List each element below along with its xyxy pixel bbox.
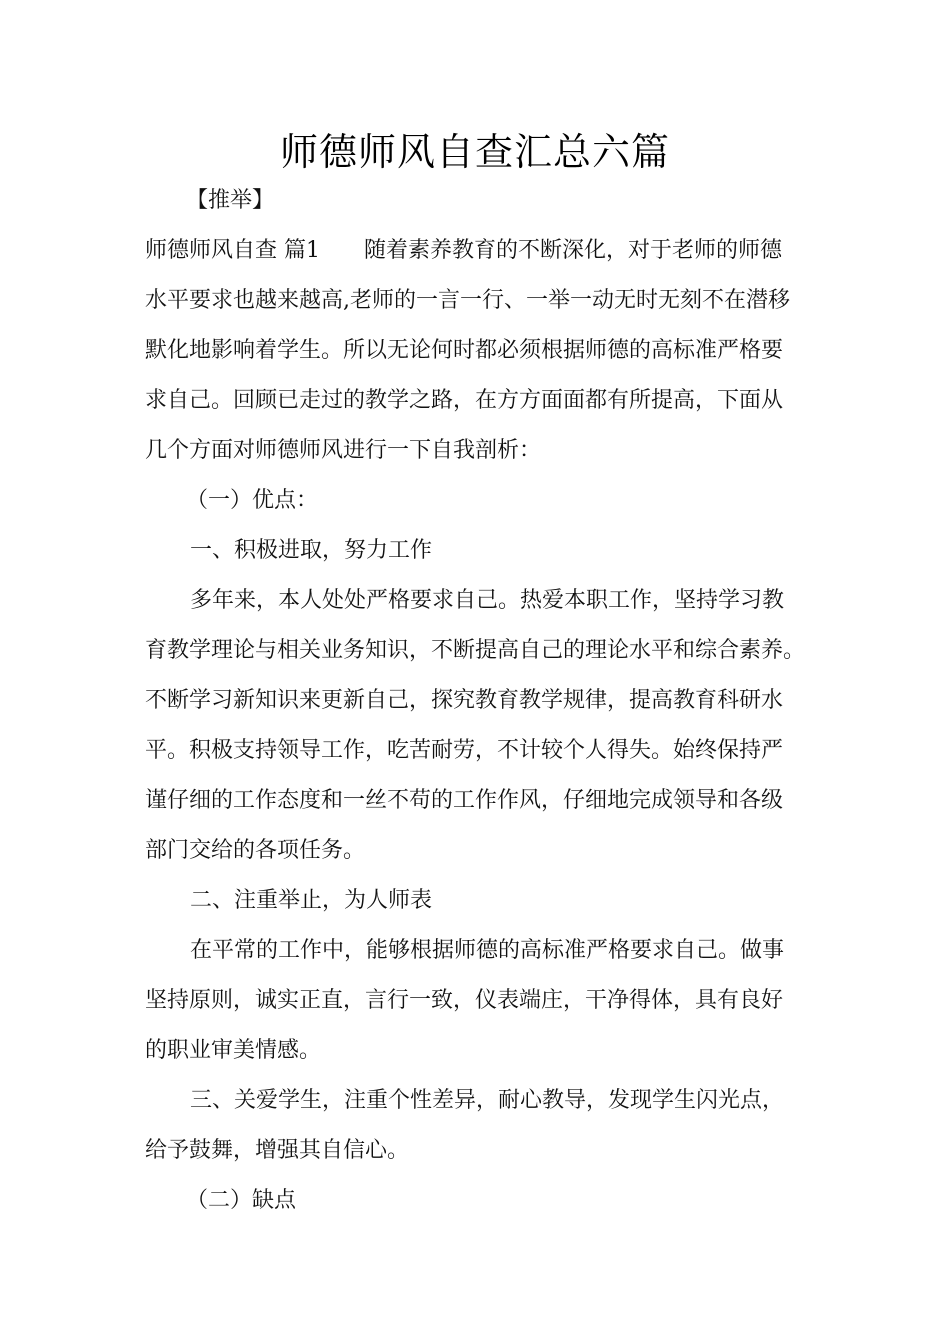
paragraph-line: 几个方面对师德师风进行一下自我剖析： [145, 438, 542, 463]
paragraph-line: 平。积极支持领导工作，吃苦耐劳，不计较个人得失。始终保持严 [145, 738, 784, 763]
paragraph-line: 育教学理论与相关业务知识，不断提高自己的理论水平和综合素养。 [145, 638, 806, 663]
paragraph-line: 部门交给的各项任务。 [145, 838, 366, 863]
section-heading: （一）优点： [186, 488, 319, 513]
paragraph-line: 的职业审美情感。 [145, 1038, 322, 1063]
paragraph-line: 求自己。回顾已走过的教学之路，在方方面面都有所提高，下面从 [145, 388, 784, 413]
document-title: 师德师风自查汇总六篇 [279, 130, 670, 174]
subsection-heading: 一、积极进取，努力工作 [190, 538, 433, 563]
paragraph-line: 师德师风自查 篇1 随着素养教育的不断深化，对于老师的师德 [145, 238, 782, 263]
paragraph-line: 不断学习新知识来更新自己，探究教育教学规律，提高教育科研水 [145, 688, 784, 713]
paragraph-line: 三、关爱学生，注重个性差异，耐心教导，发现学生闪光点， [190, 1088, 785, 1113]
paragraph-line: 默化地影响着学生。所以无论何时都必须根据师德的高标准严格要 [145, 338, 784, 363]
paragraph-line: 给予鼓舞，增强其自信心。 [145, 1138, 410, 1163]
section-heading: （二）缺点 [186, 1188, 297, 1213]
subsection-heading: 二、注重举止，为人师表 [190, 888, 433, 913]
paragraph-line: 谨仔细的工作态度和一丝不苟的工作作风，仔细地完成领导和各级 [145, 788, 784, 813]
paragraph-line: 在平常的工作中，能够根据师德的高标准严格要求自己。做事 [190, 938, 785, 963]
paragraph-line: 多年来，本人处处严格要求自己。热爱本职工作，坚持学习教 [190, 588, 785, 613]
recommend-tag: 【推举】 [186, 188, 275, 213]
paragraph-line: 坚持原则，诚实正直，言行一致，仪表端庄，干净得体，具有良好 [145, 988, 784, 1013]
paragraph-line: 水平要求也越来越高,老师的一言一行、一举一动无时无刻不在潜移 [145, 288, 790, 313]
